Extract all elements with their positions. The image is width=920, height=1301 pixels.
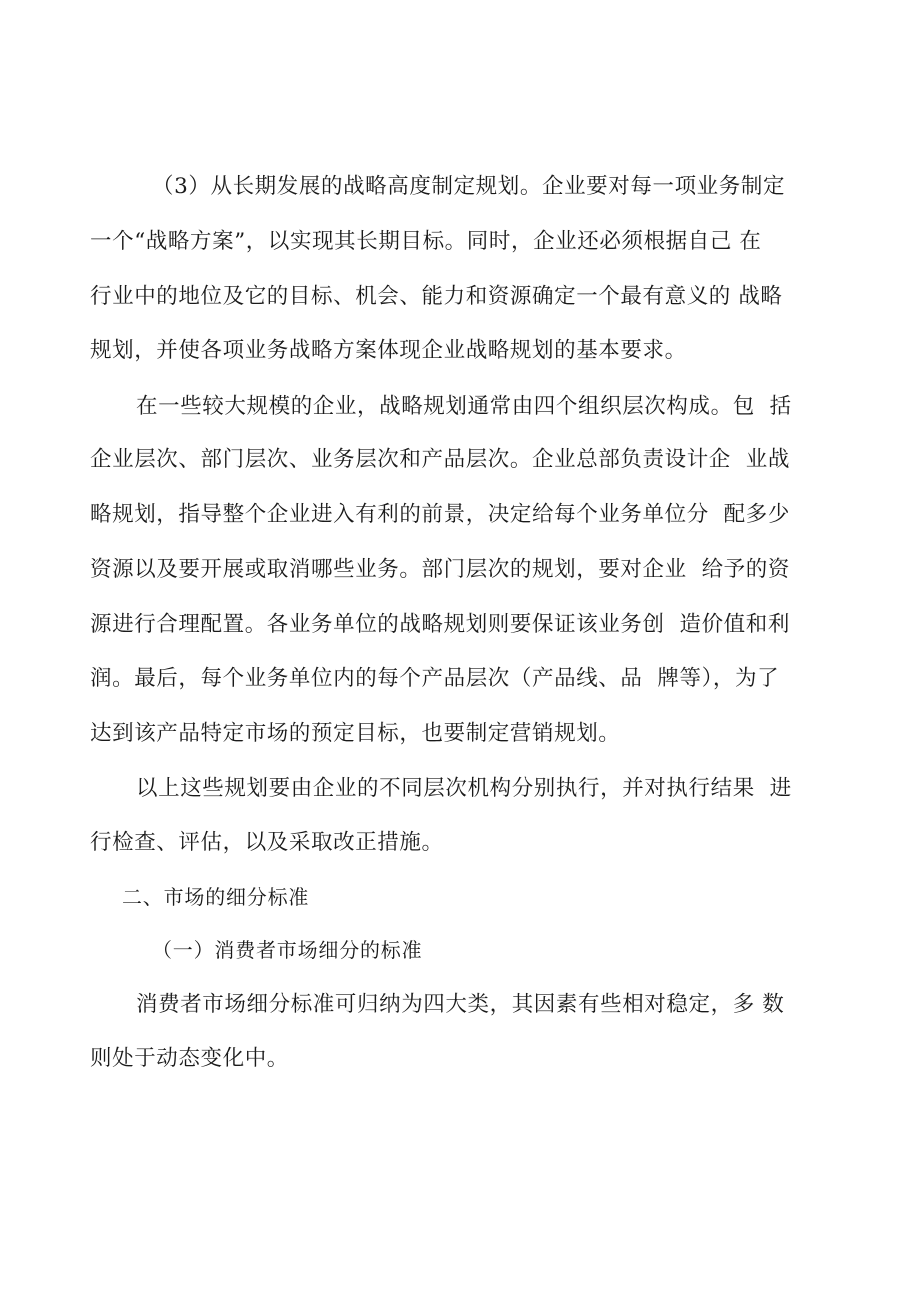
paragraph-3-line-2: 行检查、评估，以及采取改正措施。 <box>90 830 444 855</box>
final-paragraph-line-2: 则处于动态变化中。 <box>90 1046 289 1071</box>
paragraph-1-line-2: 一个“战略方案”，以实现其长期目标。同时，企业还必须根据自己 在 <box>90 229 762 254</box>
paragraph-3-line-1: 以上这些规划要由企业的不同层次机构分别执行，并对执行结果 进 <box>136 776 792 801</box>
paragraph-2-line-2: 企业层次、部门层次、业务层次和产品层次。企业总部负责设计企 业战 <box>90 447 790 472</box>
paragraph-2-line-6: 润。最后，每个业务单位内的每个产品层次（产品线、品 牌等），为了 <box>90 666 780 691</box>
paragraph-1-line-1: （3）从长期发展的战略高度制定规划。企业要对每一项业务制定 <box>152 174 786 199</box>
subsection-heading: （一）消费者市场细分的标准 <box>152 938 423 962</box>
paragraph-2-line-1: 在一些较大规模的企业，战略规划通常由四个组织层次构成。包 括 <box>136 394 792 419</box>
paragraph-2-line-3: 略规划，指导整个企业进入有利的前景，决定给每个业务单位分 配多少 <box>90 502 790 527</box>
paragraph-2-line-5: 源进行合理配置。各业务单位的战略规划则要保证该业务创 造价值和利 <box>90 612 790 637</box>
final-paragraph-line-1: 消费者市场细分标准可归纳为四大类，其因素有些相对稳定，多 数 <box>136 992 785 1017</box>
section-heading: 二、市场的细分标准 <box>122 885 310 909</box>
paragraph-2-line-7: 达到该产品特定市场的预定目标，也要制定营销规划。 <box>90 721 621 746</box>
paragraph-2-line-4: 资源以及要开展或取消哪些业务。部门层次的规划，要对企业 给予的资 <box>90 557 790 582</box>
paragraph-1-line-4: 规划，并使各项业务战略方案体现企业战略规划的基本要求。 <box>90 338 687 363</box>
paragraph-1-line-3: 行业中的地位及它的目标、机会、能力和资源确定一个最有意义的 战略 <box>90 284 783 309</box>
